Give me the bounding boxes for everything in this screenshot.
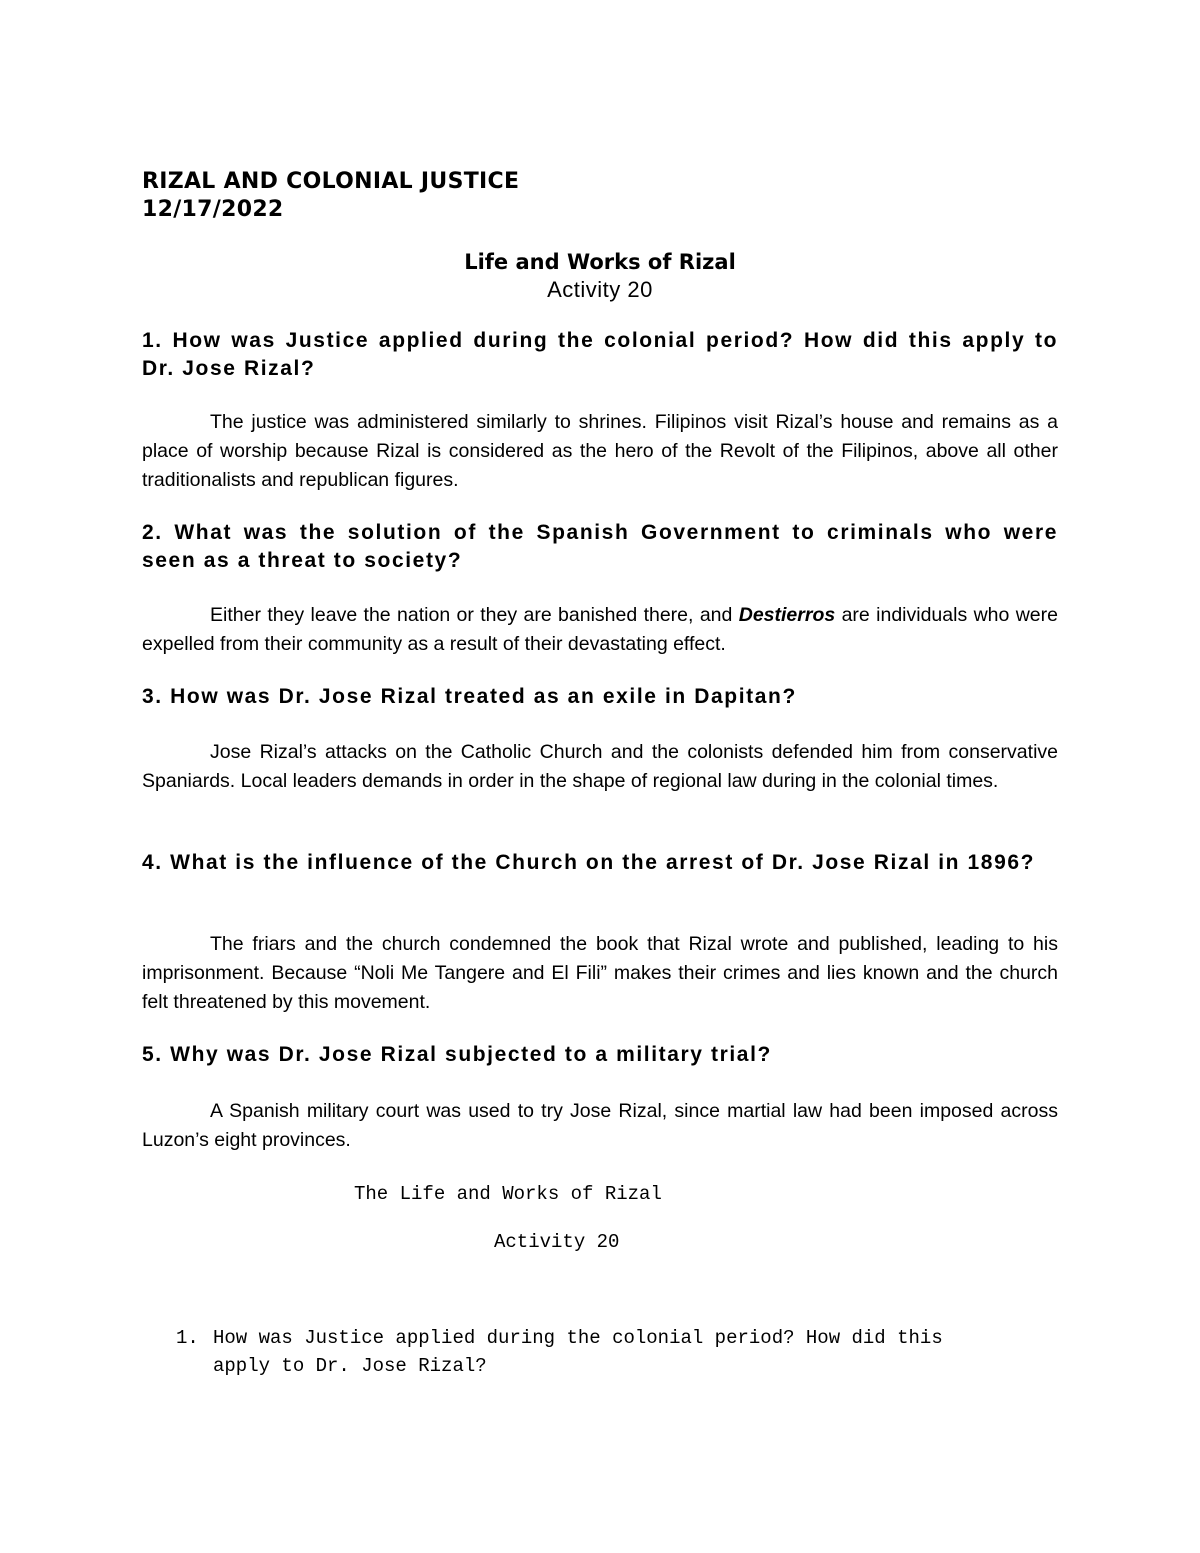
appendix-activity: Activity 20: [494, 1231, 620, 1253]
question-1: 1. How was Justice applied during the colonial period? How did this apply to Dr. Jose Rizal?: [142, 329, 1058, 380]
question-2: 2. What was the solution of the Spanish Government to criminals who were seen as a threat to society?: [142, 521, 1058, 572]
appendix-title: The Life and Works of Rizal: [354, 1183, 662, 1205]
answer-2: [142, 601, 1058, 659]
question-5: 5. Why was Dr. Jose Rizal subjected to a military trial?: [142, 1043, 772, 1066]
header-title: RIZAL AND COLONIAL JUSTICE: [142, 169, 520, 194]
answer-5: A Spanish military court was used to try Jose Rizal, since martial law had been imposed across Luzon’s eight provinces.: [142, 1100, 1058, 1151]
document-activity: Activity 20: [547, 277, 653, 302]
header-block: [142, 168, 519, 224]
header-date: 12/17/2022: [142, 197, 284, 222]
answer-4: The friars and the church condemned the book that Rizal wrote and published, leading to his imprisonment. Because “Noli Me Tangere and El Fili” makes their crimes and lies known and the church felt threatened by this movement.: [142, 933, 1058, 1013]
appendix-item-line-1: How was Justice applied during the colonial period? How did this: [213, 1327, 943, 1349]
answer-2-text-end: are individuals who were expelled from their community as a result of their devastating effect.: [142, 604, 1058, 655]
appendix-item-line-2: apply to Dr. Jose Rizal?: [213, 1355, 487, 1377]
document-title: Life and Works of Rizal: [464, 250, 736, 274]
appendix-item-number: 1.: [176, 1327, 199, 1349]
answer-2-text-start: Either they leave the nation or they are banished there, and: [210, 604, 739, 626]
answer-2-emphasis: Destierros: [738, 604, 836, 626]
question-3: 3. How was Dr. Jose Rizal treated as an exile in Dapitan?: [142, 685, 797, 708]
answer-3: Jose Rizal’s attacks on the Catholic Church and the colonists defended him from conservative Spaniards. Local leaders demands in order in the shape of regional law during in the colonial times.: [142, 741, 1058, 792]
question-4: 4. What is the influence of the Church on the arrest of Dr. Jose Rizal in 1896?: [142, 851, 1036, 874]
answer-1: The justice was administered similarly to shrines. Filipinos visit Rizal’s house and remains as a place of worship because Rizal is considered as the hero of the Revolt of the Filipinos, above all other traditionalists and republican figures.: [142, 411, 1058, 491]
